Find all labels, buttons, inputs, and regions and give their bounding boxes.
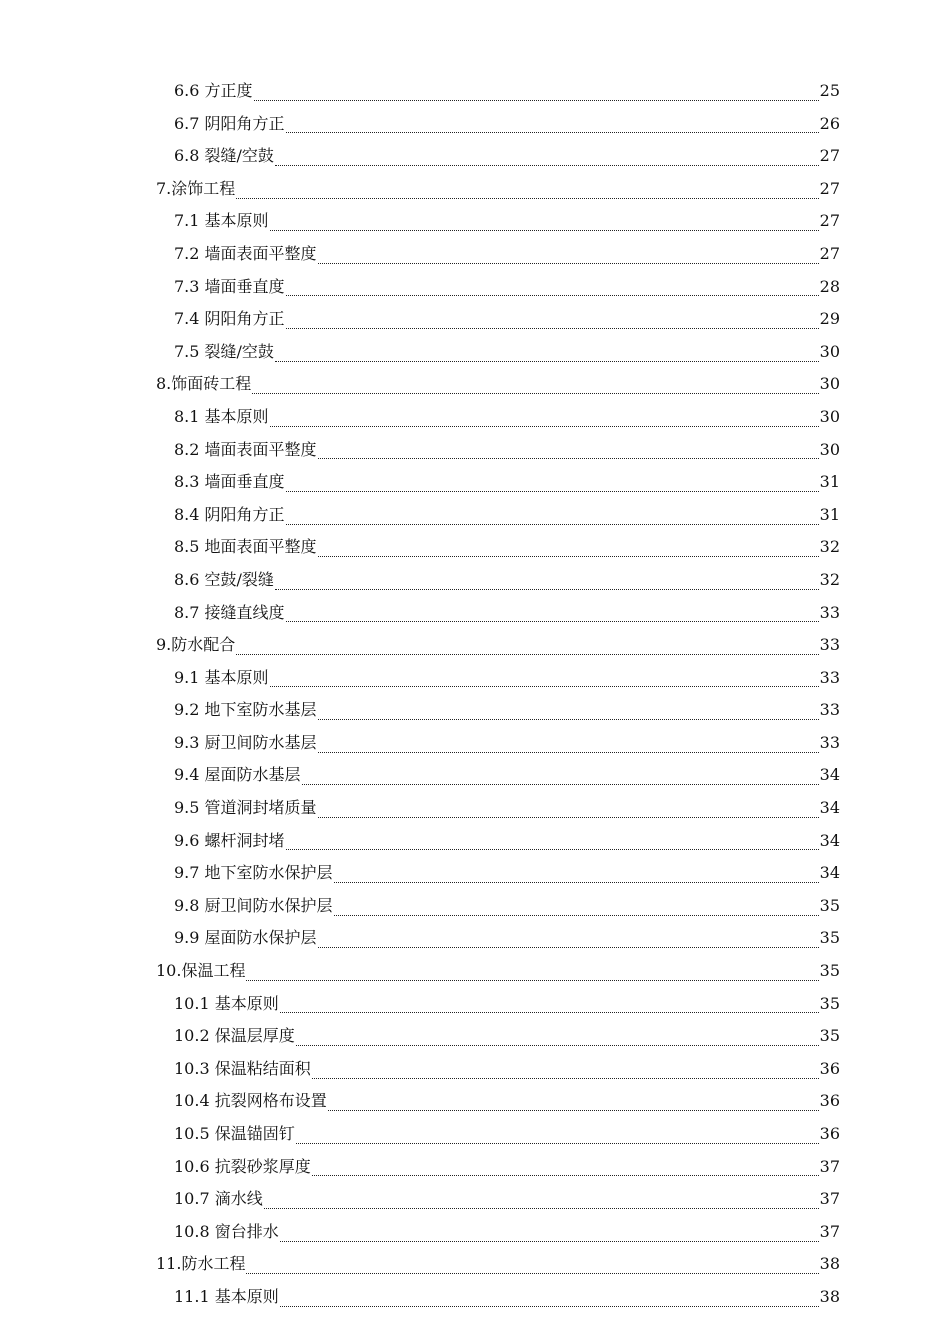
toc-entry-title: 9.6 螺杆洞封堵	[174, 830, 285, 850]
toc-dot-leader	[318, 947, 819, 948]
toc-dot-leader	[275, 589, 819, 590]
toc-dot-leader	[312, 1175, 819, 1176]
toc-entry[interactable]	[156, 729, 840, 762]
toc-entry-title: 8.4 阴阳角方正	[174, 504, 285, 524]
toc-entry[interactable]	[156, 305, 840, 338]
toc-entry-page-number: 30	[819, 439, 840, 459]
toc-entry-page-number: 29	[819, 309, 840, 329]
toc-entry-page-number: 34	[819, 765, 840, 785]
toc-entry-title: 10.1 基本原则	[174, 993, 279, 1013]
toc-entry-page-number: 30	[819, 406, 840, 426]
toc-entry[interactable]	[156, 207, 840, 240]
toc-entry[interactable]	[156, 892, 840, 925]
toc-entry-page-number: 30	[819, 341, 840, 361]
toc-entry-page-number: 33	[819, 602, 840, 622]
toc-entry[interactable]	[156, 761, 840, 794]
toc-entry[interactable]	[156, 501, 840, 534]
toc-entry[interactable]	[156, 1087, 840, 1120]
toc-entry-title: 8.7 接缝直线度	[174, 602, 285, 622]
toc-entry-title: 8.6 空鼓/裂缝	[174, 569, 274, 589]
toc-entry-page-number: 35	[819, 1026, 840, 1046]
toc-dot-leader	[318, 817, 819, 818]
toc-entry-page-number: 32	[819, 569, 840, 589]
toc-dot-leader	[280, 1306, 819, 1307]
toc-entry-title: 8.3 墙面垂直度	[174, 472, 285, 492]
toc-entry-page-number: 27	[819, 243, 840, 263]
toc-entry-page-number: 27	[819, 211, 840, 231]
toc-dot-leader	[246, 1273, 818, 1274]
toc-entry-title: 10.2 保温层厚度	[174, 1026, 295, 1046]
toc-entry-page-number: 34	[819, 830, 840, 850]
toc-entry[interactable]	[156, 142, 840, 175]
toc-dot-leader	[286, 328, 819, 329]
toc-dot-leader	[296, 1045, 819, 1046]
toc-entry-page-number: 36	[819, 1124, 840, 1143]
toc-entry[interactable]	[156, 1283, 840, 1316]
toc-entry-page-number: 35	[819, 993, 840, 1013]
toc-dot-leader	[334, 915, 819, 916]
toc-dot-leader	[254, 100, 819, 101]
toc-entry-title: 9.3 厨卫间防水基层	[174, 732, 317, 752]
toc-entry[interactable]	[156, 664, 840, 697]
toc-entry-page-number: 34	[819, 798, 840, 818]
toc-entry-title: 7.涂饰工程	[156, 178, 236, 198]
toc-entry-title: 10.3 保温粘结面积	[174, 1058, 311, 1078]
toc-entry-title: 6.7 阴阳角方正	[174, 113, 285, 133]
toc-entry[interactable]	[156, 370, 840, 403]
toc-entry-title: 9.5 管道洞封堵质量	[174, 798, 317, 818]
toc-entry-page-number: 38	[819, 1254, 840, 1274]
toc-entry-title: 7.2 墙面表面平整度	[174, 243, 317, 263]
toc-dot-leader	[296, 1143, 819, 1144]
toc-entry-page-number: 31	[819, 504, 840, 524]
toc-dot-leader	[334, 882, 819, 883]
toc-dot-leader	[275, 361, 819, 362]
toc-entry[interactable]	[156, 1185, 840, 1218]
toc-entry[interactable]	[156, 468, 840, 501]
toc-entry[interactable]	[156, 1022, 840, 1055]
toc-entry[interactable]	[156, 957, 840, 990]
toc-entry-title: 7.4 阴阳角方正	[174, 309, 285, 329]
toc-entry-page-number: 33	[819, 667, 840, 687]
toc-dot-leader	[286, 524, 819, 525]
toc-entry-title: 9.9 屋面防水保护层	[174, 928, 317, 948]
toc-entry-page-number: 26	[819, 113, 840, 133]
toc-entry-page-number: 25	[819, 81, 840, 100]
toc-dot-leader	[236, 198, 818, 199]
toc-dot-leader	[318, 719, 819, 720]
toc-entry-title: 11.1 基本原则	[174, 1286, 279, 1306]
toc-entry[interactable]	[156, 1120, 840, 1153]
toc-entry[interactable]	[156, 403, 840, 436]
toc-entry-title: 8.2 墙面表面平整度	[174, 439, 317, 459]
toc-entry-title: 10.6 抗裂砂浆厚度	[174, 1156, 311, 1176]
toc-entry-page-number: 37	[819, 1156, 840, 1176]
table-of-contents	[156, 77, 840, 1316]
toc-entry-page-number: 37	[819, 1189, 840, 1209]
toc-entry[interactable]	[156, 273, 840, 306]
toc-dot-leader	[270, 426, 819, 427]
toc-entry-page-number: 35	[819, 961, 840, 981]
toc-dot-leader	[246, 980, 818, 981]
toc-entry-title: 8.1 基本原则	[174, 406, 269, 426]
toc-entry-page-number: 32	[819, 537, 840, 557]
toc-dot-leader	[286, 295, 819, 296]
toc-entry[interactable]	[156, 924, 840, 957]
toc-entry-title: 9.2 地下室防水基层	[174, 700, 317, 720]
toc-dot-leader	[328, 1110, 819, 1111]
toc-entry[interactable]	[156, 110, 840, 143]
toc-entry-page-number: 35	[819, 895, 840, 915]
toc-entry-page-number: 37	[819, 1221, 840, 1241]
toc-entry-page-number: 36	[819, 1091, 840, 1111]
toc-dot-leader	[280, 1241, 819, 1242]
toc-dot-leader	[270, 686, 819, 687]
toc-entry[interactable]	[156, 1218, 840, 1251]
toc-entry[interactable]	[156, 77, 840, 110]
toc-entry[interactable]	[156, 175, 840, 208]
toc-entry-title: 9.8 厨卫间防水保护层	[174, 895, 333, 915]
toc-entry-title: 6.6 方正度	[174, 81, 253, 100]
toc-entry-page-number: 36	[819, 1058, 840, 1078]
toc-entry-title: 9.7 地下室防水保护层	[174, 863, 333, 883]
toc-entry-page-number: 33	[819, 700, 840, 720]
toc-entry-title: 8.饰面砖工程	[156, 374, 252, 394]
toc-entry-title: 9.4 屋面防水基层	[174, 765, 301, 785]
toc-dot-leader	[286, 491, 819, 492]
toc-dot-leader	[286, 132, 819, 133]
toc-entry-title: 9.1 基本原则	[174, 667, 269, 687]
toc-entry[interactable]	[156, 338, 840, 371]
toc-entry-title: 6.8 裂缝/空鼓	[174, 146, 274, 166]
toc-entry[interactable]	[156, 827, 840, 860]
toc-entry-title: 10.4 抗裂网格布设置	[174, 1091, 327, 1111]
toc-entry-page-number: 27	[819, 178, 840, 198]
toc-entry-title: 8.5 地面表面平整度	[174, 537, 317, 557]
toc-entry-page-number: 27	[819, 146, 840, 166]
toc-dot-leader	[252, 393, 818, 394]
toc-dot-leader	[280, 1012, 819, 1013]
toc-entry[interactable]	[156, 794, 840, 827]
toc-entry[interactable]	[156, 696, 840, 729]
toc-dot-leader	[286, 849, 819, 850]
toc-dot-leader	[270, 230, 819, 231]
toc-entry-title: 10.7 滴水线	[174, 1189, 263, 1209]
toc-entry-title: 7.5 裂缝/空鼓	[174, 341, 274, 361]
toc-entry-title: 7.3 墙面垂直度	[174, 276, 285, 296]
toc-entry[interactable]	[156, 1250, 840, 1283]
toc-entry-page-number: 34	[819, 863, 840, 883]
toc-entry[interactable]	[156, 240, 840, 273]
toc-dot-leader	[318, 556, 819, 557]
toc-entry-page-number: 31	[819, 472, 840, 492]
toc-dot-leader	[286, 621, 819, 622]
toc-entry[interactable]	[156, 1055, 840, 1088]
toc-entry-page-number: 38	[819, 1286, 840, 1306]
toc-entry[interactable]	[156, 631, 840, 664]
toc-entry-title: 10.5 保温锚固钉	[174, 1124, 295, 1143]
toc-entry[interactable]	[156, 599, 840, 632]
toc-entry[interactable]	[156, 1153, 840, 1186]
toc-entry-title: 10.保温工程	[156, 961, 246, 981]
toc-entry-page-number: 33	[819, 635, 840, 655]
toc-entry[interactable]	[156, 533, 840, 566]
toc-entry-title: 10.8 窗台排水	[174, 1221, 279, 1241]
toc-dot-leader	[302, 784, 819, 785]
toc-dot-leader	[264, 1208, 819, 1209]
toc-dot-leader	[312, 1078, 819, 1079]
toc-entry-page-number: 30	[819, 374, 840, 394]
toc-entry-page-number: 35	[819, 928, 840, 948]
toc-entry-page-number: 28	[819, 276, 840, 296]
toc-entry-title: 7.1 基本原则	[174, 211, 269, 231]
toc-dot-leader	[318, 263, 819, 264]
toc-entry[interactable]	[156, 566, 840, 599]
toc-entry-title: 9.防水配合	[156, 635, 236, 655]
toc-entry[interactable]	[156, 859, 840, 892]
toc-entry[interactable]	[156, 990, 840, 1023]
toc-dot-leader	[275, 165, 819, 166]
toc-entry[interactable]	[156, 436, 840, 469]
toc-entry-title: 11.防水工程	[156, 1254, 246, 1274]
toc-dot-leader	[318, 458, 819, 459]
toc-entry-page-number: 33	[819, 732, 840, 752]
toc-dot-leader	[236, 654, 818, 655]
toc-dot-leader	[318, 752, 819, 753]
